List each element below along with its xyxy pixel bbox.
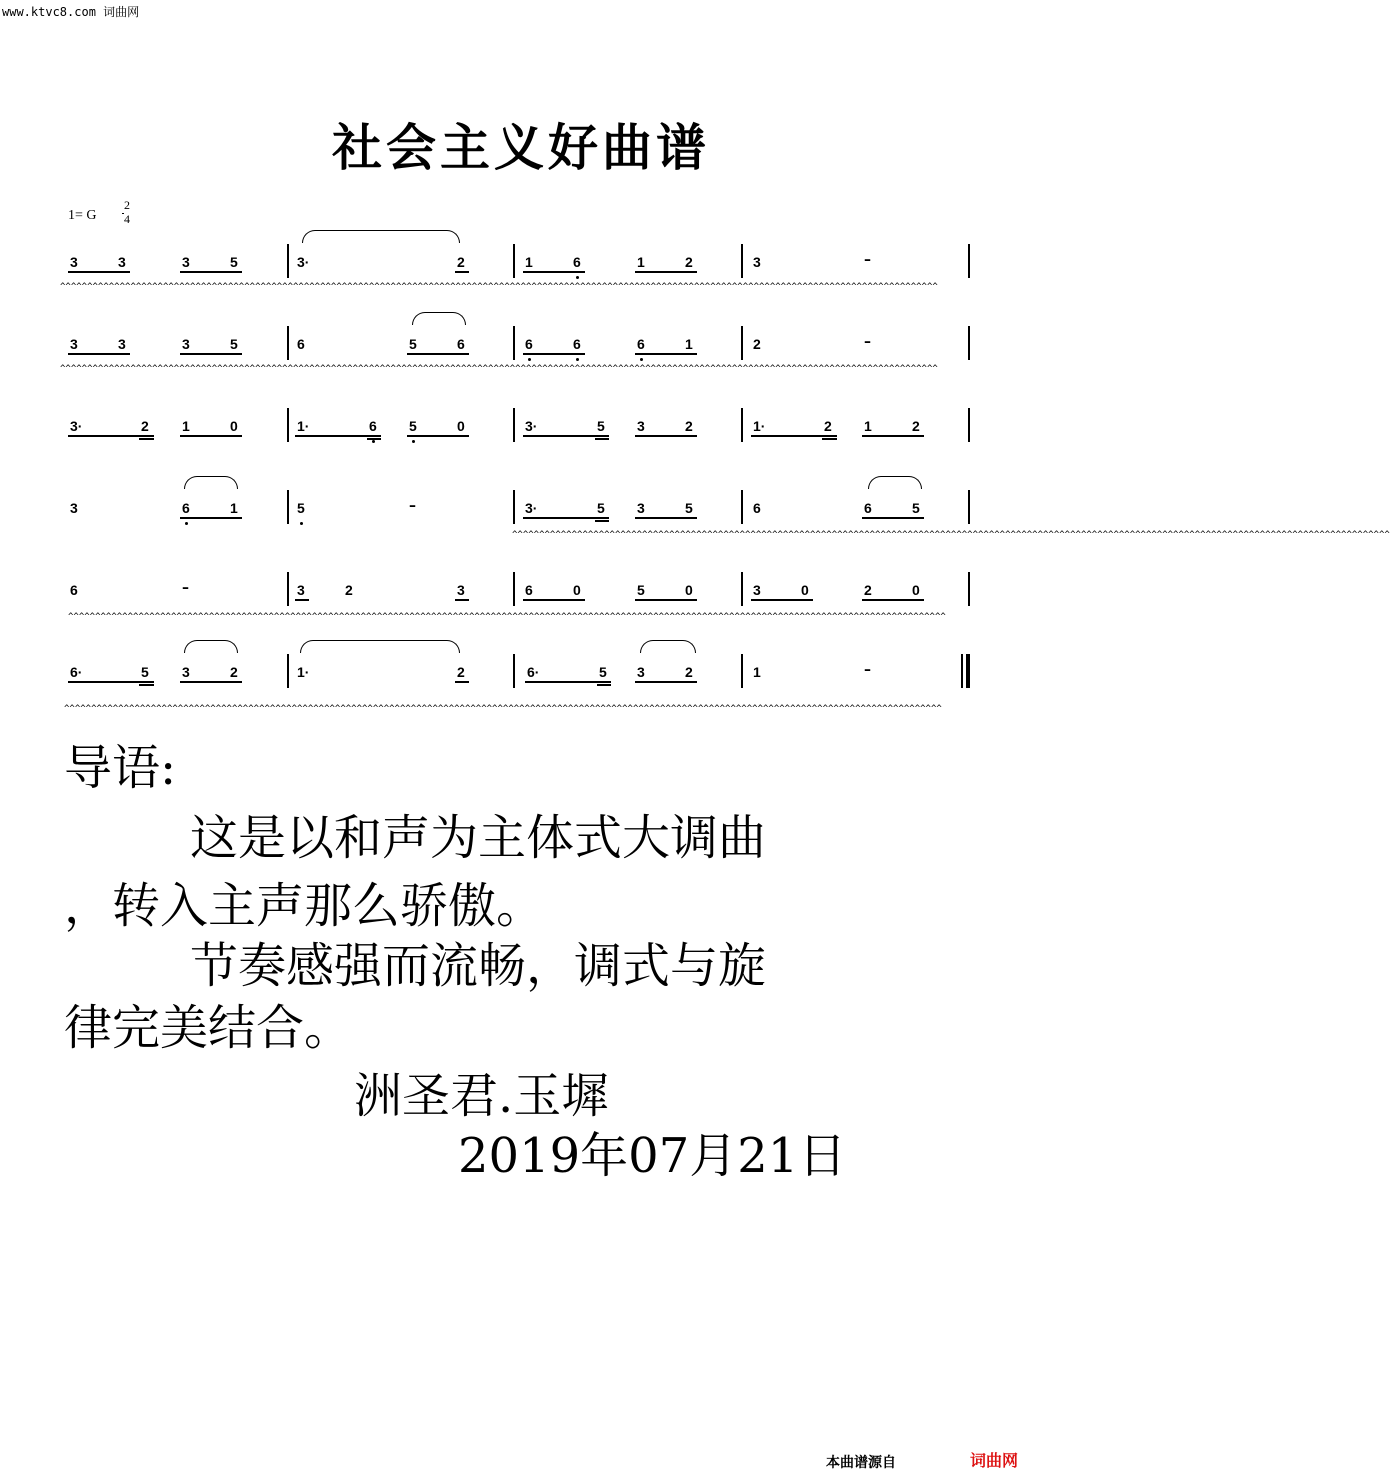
note: 2 bbox=[230, 664, 238, 680]
note: 2 bbox=[141, 418, 149, 434]
note: 1 bbox=[753, 664, 761, 680]
site-watermark: www.ktvc8.com 词曲网 bbox=[2, 5, 140, 19]
note: 3· bbox=[525, 500, 538, 516]
note: 0 bbox=[457, 418, 465, 434]
note: 6 bbox=[864, 500, 872, 516]
note: 6 bbox=[753, 500, 761, 516]
date: 2019年07月21日 bbox=[458, 1128, 847, 1184]
note: 6 bbox=[182, 500, 190, 516]
note: 5 bbox=[685, 500, 693, 516]
note: 2 bbox=[753, 336, 761, 352]
author: 洲圣君.玉墀 bbox=[354, 1068, 610, 1124]
intro-line: ，转入主声那么骄傲。 bbox=[64, 878, 545, 934]
note: 0 bbox=[801, 582, 809, 598]
footer-brand: 词曲网 bbox=[970, 1451, 1019, 1470]
dash: – bbox=[864, 334, 871, 350]
note: 3 bbox=[182, 664, 190, 680]
note: 6 bbox=[573, 254, 581, 270]
time-numerator: 2 bbox=[124, 198, 130, 212]
note: 3 bbox=[753, 582, 761, 598]
note: 2 bbox=[864, 582, 872, 598]
note: 1 bbox=[864, 418, 872, 434]
note: 5 bbox=[637, 582, 645, 598]
note: 3 bbox=[753, 254, 761, 270]
note: 3 bbox=[297, 582, 305, 598]
note: 1 bbox=[525, 254, 533, 270]
note: 2 bbox=[457, 254, 465, 270]
note: 2 bbox=[912, 418, 920, 434]
note: 3 bbox=[70, 254, 78, 270]
note: 0 bbox=[573, 582, 581, 598]
note: 2 bbox=[685, 418, 693, 434]
key-signature bbox=[68, 198, 130, 226]
note: 6 bbox=[525, 336, 533, 352]
time-denominator: 4 bbox=[124, 212, 130, 226]
footer-source: 本曲谱源自 bbox=[826, 1455, 896, 1471]
note: 1 bbox=[685, 336, 693, 352]
note: 3· bbox=[70, 418, 83, 434]
page-title: 社会主义好曲谱 bbox=[332, 118, 710, 177]
lyric-marks: ^^^^^^^^^^^^^^^^^^^^^^^^^^^^^^^^^^^^^^^^^^^^^^^^^^^^^^^^^^^^^^^^^^^^^^^^^^^^^^^^^^^^^^^^^^^^^^^^^^^^^^^^^^^^^^^^^^^^^^^^^^^^^^^^^^^^^^^^^^^^^^^^^^^^^^^^^^^^^^^^^^ bbox=[64, 704, 942, 714]
note: 1· bbox=[297, 418, 310, 434]
note: 3· bbox=[297, 254, 310, 270]
note: 5 bbox=[230, 254, 238, 270]
note: 2 bbox=[685, 254, 693, 270]
dash: – bbox=[864, 252, 871, 268]
note: 0 bbox=[230, 418, 238, 434]
note: 3 bbox=[118, 254, 126, 270]
note: 5 bbox=[409, 418, 417, 434]
note: 3 bbox=[637, 418, 645, 434]
note: 3 bbox=[637, 664, 645, 680]
time-signature bbox=[122, 198, 132, 226]
note: 0 bbox=[912, 582, 920, 598]
note: 1 bbox=[182, 418, 190, 434]
intro-line: 节奏感强而流畅，调式与旋 bbox=[190, 938, 767, 994]
note: 3 bbox=[182, 336, 190, 352]
key-tonic: 1= G bbox=[68, 208, 97, 223]
note: 2 bbox=[345, 582, 353, 598]
lyric-marks: ^^^^^^^^^^^^^^^^^^^^^^^^^^^^^^^^^^^^^^^^^^^^^^^^^^^^^^^^^^^^^^^^^^^^^^^^^^^^^^^^^^^^^^^^^^^^^^^^^^^^^^^^^^^^^^^^^^^^^^^^^^^^^^^^^^^^^^^^^^^^^^^^^^^^^^^^^^^^^^^^^^ bbox=[60, 282, 938, 292]
note: 3 bbox=[70, 500, 78, 516]
intro-line: 这是以和声为主体式大调曲 bbox=[190, 810, 767, 866]
note: 6· bbox=[527, 664, 540, 680]
note: 2 bbox=[685, 664, 693, 680]
note: 1· bbox=[753, 418, 766, 434]
note: 6 bbox=[637, 336, 645, 352]
note: 3· bbox=[525, 418, 538, 434]
lyric-marks: ^^^^^^^^^^^^^^^^^^^^^^^^^^^^^^^^^^^^^^^^^^^^^^^^^^^^^^^^^^^^^^^^^^^^^^^^^^^^^^^^^^^^^^^^^^^^^^^^^^^^^^^^^^^^^^^^^^^^^^^^^^^^^^^^^^^^^^^^^^^^^^^^^^^^^^^^^^^^^^^^^^ bbox=[68, 612, 946, 622]
intro-line: 律完美结合。 bbox=[64, 1000, 353, 1056]
note: 5 bbox=[297, 500, 305, 516]
note: 6 bbox=[457, 336, 465, 352]
note: 1 bbox=[637, 254, 645, 270]
note: 6 bbox=[297, 336, 305, 352]
note: 0 bbox=[685, 582, 693, 598]
intro-heading: 导语: bbox=[64, 740, 177, 796]
note: 1· bbox=[297, 664, 310, 680]
lyric-marks: ^^^^^^^^^^^^^^^^^^^^^^^^^^^^^^^^^^^^^^^^^^^^^^^^^^^^^^^^^^^^^^^^^^^^^^^^^^^^^^^^^^^^^^^^^^^^^^^^^^^^^^^^^^^^^^^^^^^^^^^^^^^^^^^^^^^^^^^^^^^^^^^^^^^^^^^^^^^^^^^^^^ bbox=[512, 530, 1390, 540]
dash: – bbox=[864, 662, 871, 678]
note: 2 bbox=[457, 664, 465, 680]
note: 5 bbox=[597, 500, 605, 516]
note: 2 bbox=[824, 418, 832, 434]
note: 5 bbox=[597, 418, 605, 434]
note: 3 bbox=[457, 582, 465, 598]
note: 5 bbox=[409, 336, 417, 352]
note: 6 bbox=[369, 418, 377, 434]
dash: – bbox=[409, 498, 416, 514]
note: 6 bbox=[573, 336, 581, 352]
note: 1 bbox=[230, 500, 238, 516]
dash: – bbox=[182, 580, 189, 596]
note: 5 bbox=[599, 664, 607, 680]
note: 5 bbox=[141, 664, 149, 680]
note: 3 bbox=[182, 254, 190, 270]
note: 5 bbox=[912, 500, 920, 516]
note: 3 bbox=[118, 336, 126, 352]
note: 6 bbox=[525, 582, 533, 598]
note: 6· bbox=[70, 664, 83, 680]
note: 5 bbox=[230, 336, 238, 352]
lyric-marks: ^^^^^^^^^^^^^^^^^^^^^^^^^^^^^^^^^^^^^^^^^^^^^^^^^^^^^^^^^^^^^^^^^^^^^^^^^^^^^^^^^^^^^^^^^^^^^^^^^^^^^^^^^^^^^^^^^^^^^^^^^^^^^^^^^^^^^^^^^^^^^^^^^^^^^^^^^^^^^^^^^^ bbox=[60, 364, 938, 374]
note: 6 bbox=[70, 582, 78, 598]
note: 3 bbox=[70, 336, 78, 352]
note: 3 bbox=[637, 500, 645, 516]
